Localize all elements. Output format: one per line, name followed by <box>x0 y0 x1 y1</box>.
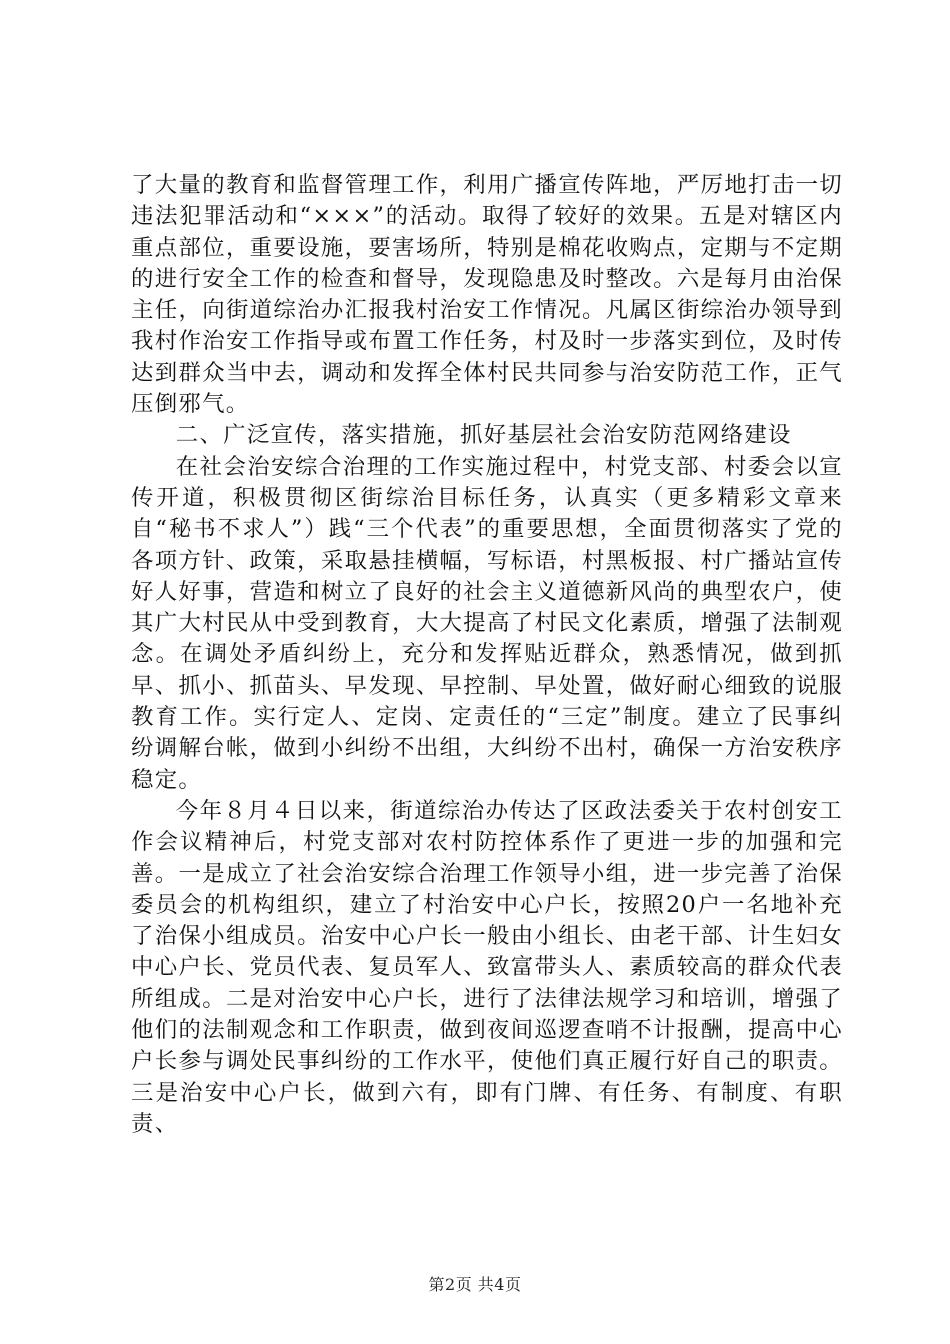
page-number-footer: 第2页 共4页 <box>428 1275 522 1294</box>
document-body <box>131 170 843 1140</box>
paragraph: 在社会治安综合治理的工作实施过程中，村党支部、村委会以宣传开道，积极贯彻区街综治目标任务，认真实（更多精彩文章来自“秘书不求人”）践“三个代表”的重要思想，全面贯彻落实了党的各项方针、政策，采取悬挂横幅，写标语，村黑板报、村广播站宣传好人好事，营造和树立了良好的社会主义道德新风尚的典型农户，使其广大村民从中受到教育，大大提高了村民文化素质，增强了法制观念。在调处矛盾纠纷上，充分和发挥贴近群众，熟悉情况，做到抓早、抓小、抓苗头、早发现、早控制、早处置，做好耐心细致的说服教育工作。实行定人、定岗、定责任的“三定”制度。建立了民事纠纷调解台帐，做到小纠纷不出组，大纠纷不出村，确保一方治安秩序稳定。 <box>131 453 843 793</box>
section-heading: 二、广泛宣传，落实措施，抓好基层社会治安防范网络建设 <box>175 422 792 449</box>
paragraph: 今年８月４日以来，街道综治办传达了区政法委关于农村创安工作会议精神后，村党支部对农村防控体系作了更进一步的加强和完善。一是成立了社会治安综合治理工作领导小组，进一步完善了治保委员会的机构组织，建立了村治安中心户长，按照20户一名地补充了治保小组成员。治安中心户长一般由小组长、由老干部、计生妇女中心户长、党员代表、复员军人、致富带头人、素质较高的群众代表所组成。二是对治安中心户长，进行了法律法规学习和培训，增强了他们的法制观念和工作职责，做到夜间巡逻查哨不计报酬，提高中心户长参与调处民事纠纷的工作水平，使他们真正履行好自己的职责。三是治安中心户长，做到六有，即有门牌、有任务、有制度、有职责、 <box>131 797 843 1137</box>
paragraph-continuation: 了大量的教育和监督管理工作，利用广播宣传阵地，严厉地打击一切违法犯罪活动和“×××”的活动。取得了较好的效果。五是对辖区内重点部位，重要设施，要害场所，特别是棉花收购点，定期与不定期的进行安全工作的检查和督导，发现隐患及时整改。六是每月由治保主任，向街道综治办汇报我村治安工作情况。凡属区街综治办领导到我村作治安工作指导或布置工作任务，村及时一步落实到位，及时传达到群众当中去，调动和发挥全体村民共同参与治安防范工作，正气压倒邪气。 <box>131 172 843 418</box>
